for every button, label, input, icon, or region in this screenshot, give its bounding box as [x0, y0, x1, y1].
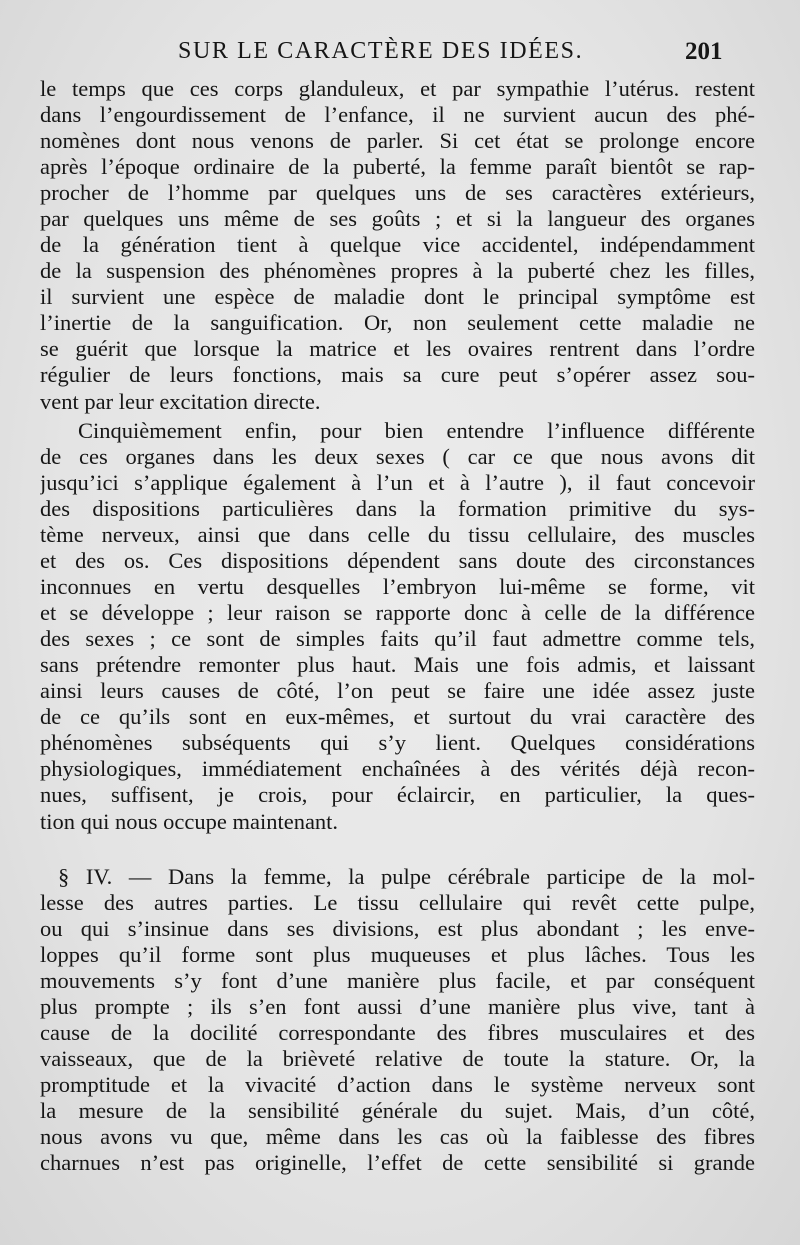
text-line: l’inertie de la sanguification. Or, non seulement cette maladie ne	[40, 310, 755, 335]
text-line: physiologiques, immédiatement enchaînées à des vérités déjà recon-	[40, 756, 755, 781]
text-line: cause de la docilité correspondante des fibres musculaires et des	[40, 1020, 755, 1045]
text-line: par quelques uns même de ses goûts ; et si la langueur des organes	[40, 206, 755, 231]
text-line: Cinquièmement enfin, pour bien entendre l’influence différente	[78, 418, 755, 443]
text-line: le temps que ces corps glanduleux, et par sympathie l’utérus. restent	[40, 76, 755, 101]
text-line: promptitude et la vivacité d’action dans le système nerveux sont	[40, 1072, 755, 1097]
text-line: lesse des autres parties. Le tissu cellulaire qui revêt cette pulpe,	[40, 890, 755, 915]
text-line: nomènes dont nous venons de parler. Si cet état se prolonge encore	[40, 128, 755, 153]
text-line: et se développe ; leur raison se rapporte donc à celle de la différence	[40, 600, 755, 625]
text-line: sans prétendre remonter plus haut. Mais une fois admis, et laissant	[40, 652, 755, 677]
text-line: ou qui s’insinue dans ses divisions, est plus abondant ; les enve-	[40, 916, 755, 941]
running-title: SUR LE CARACTÈRE DES IDÉES.	[178, 38, 584, 64]
text-line: de la génération tient à quelque vice accidentel, indépendamment	[40, 232, 755, 257]
text-line: ainsi leurs causes de côté, l’on peut se faire une idée assez juste	[40, 678, 755, 703]
text-line: régulier de leurs fonctions, mais sa cure peut s’opérer assez sou-	[40, 362, 755, 387]
text-line: et des os. Ces dispositions dépendent sans doute des circonstances	[40, 548, 755, 573]
text-line: des sexes ; ce sont de simples faits qu’il faut admettre comme tels,	[40, 626, 755, 651]
text-line: il survient une espèce de maladie dont le principal symptôme est	[40, 284, 755, 309]
text-line: phénomènes subséquents qui s’y lient. Quelques considérations	[40, 730, 755, 755]
text-line: mouvements s’y font d’une manière plus facile, et par conséquent	[40, 968, 755, 993]
running-head	[0, 38, 800, 72]
text-line: de ce qu’ils sont en eux-mêmes, et surtout du vrai caractère des	[40, 704, 755, 729]
text-line: vaisseaux, que de la brièveté relative de toute la stature. Or, la	[40, 1046, 755, 1071]
text-line: inconnues en vertu desquelles l’embryon lui-même se forme, vit	[40, 574, 755, 599]
text-line: procher de l’homme par quelques uns de ses caractères extérieurs,	[40, 180, 755, 205]
text-line: tème nerveux, ainsi que dans celle du tissu cellulaire, des muscles	[40, 522, 755, 547]
page-number: 201	[685, 38, 723, 65]
text-line: charnues n’est pas originelle, l’effet de cette sensibilité si grande	[40, 1150, 755, 1175]
text-line: nues, suffisent, je crois, pour éclaircir, en particulier, la ques-	[40, 782, 755, 807]
text-line: la mesure de la sensibilité générale du sujet. Mais, d’un côté,	[40, 1098, 755, 1123]
text-line: nous avons vu que, même dans les cas où la faiblesse des fibres	[40, 1124, 755, 1149]
text-line: tion qui nous occupe maintenant.	[40, 809, 339, 834]
text-line: se guérit que lorsque la matrice et les ovaires rentrent dans l’ordre	[40, 336, 755, 361]
text-line: loppes qu’il forme sont plus muqueuses et plus lâches. Tous les	[40, 942, 755, 967]
text-line: de ces organes dans les deux sexes ( car ce que nous avons dit	[40, 444, 755, 469]
text-line: de la suspension des phénomènes propres à la puberté chez les filles,	[40, 258, 755, 283]
section-heading-line: § IV. — Dans la femme, la pulpe cérébrale participe de la mol-	[58, 864, 755, 889]
text-line: des dispositions particulières dans la formation primitive du sys-	[40, 496, 755, 521]
text-line: après l’époque ordinaire de la puberté, la femme paraît bientôt se rap-	[40, 154, 755, 179]
text-line: vent par leur excitation directe.	[40, 389, 321, 414]
text-line: jusqu’ici s’applique également à l’un et à l’autre ), il faut concevoir	[40, 470, 755, 495]
text-line: plus prompte ; ils s’en font aussi d’une manière plus vive, tant à	[40, 994, 755, 1019]
text-line: dans l’engourdissement de l’enfance, il ne survient aucun des phé-	[40, 102, 755, 127]
